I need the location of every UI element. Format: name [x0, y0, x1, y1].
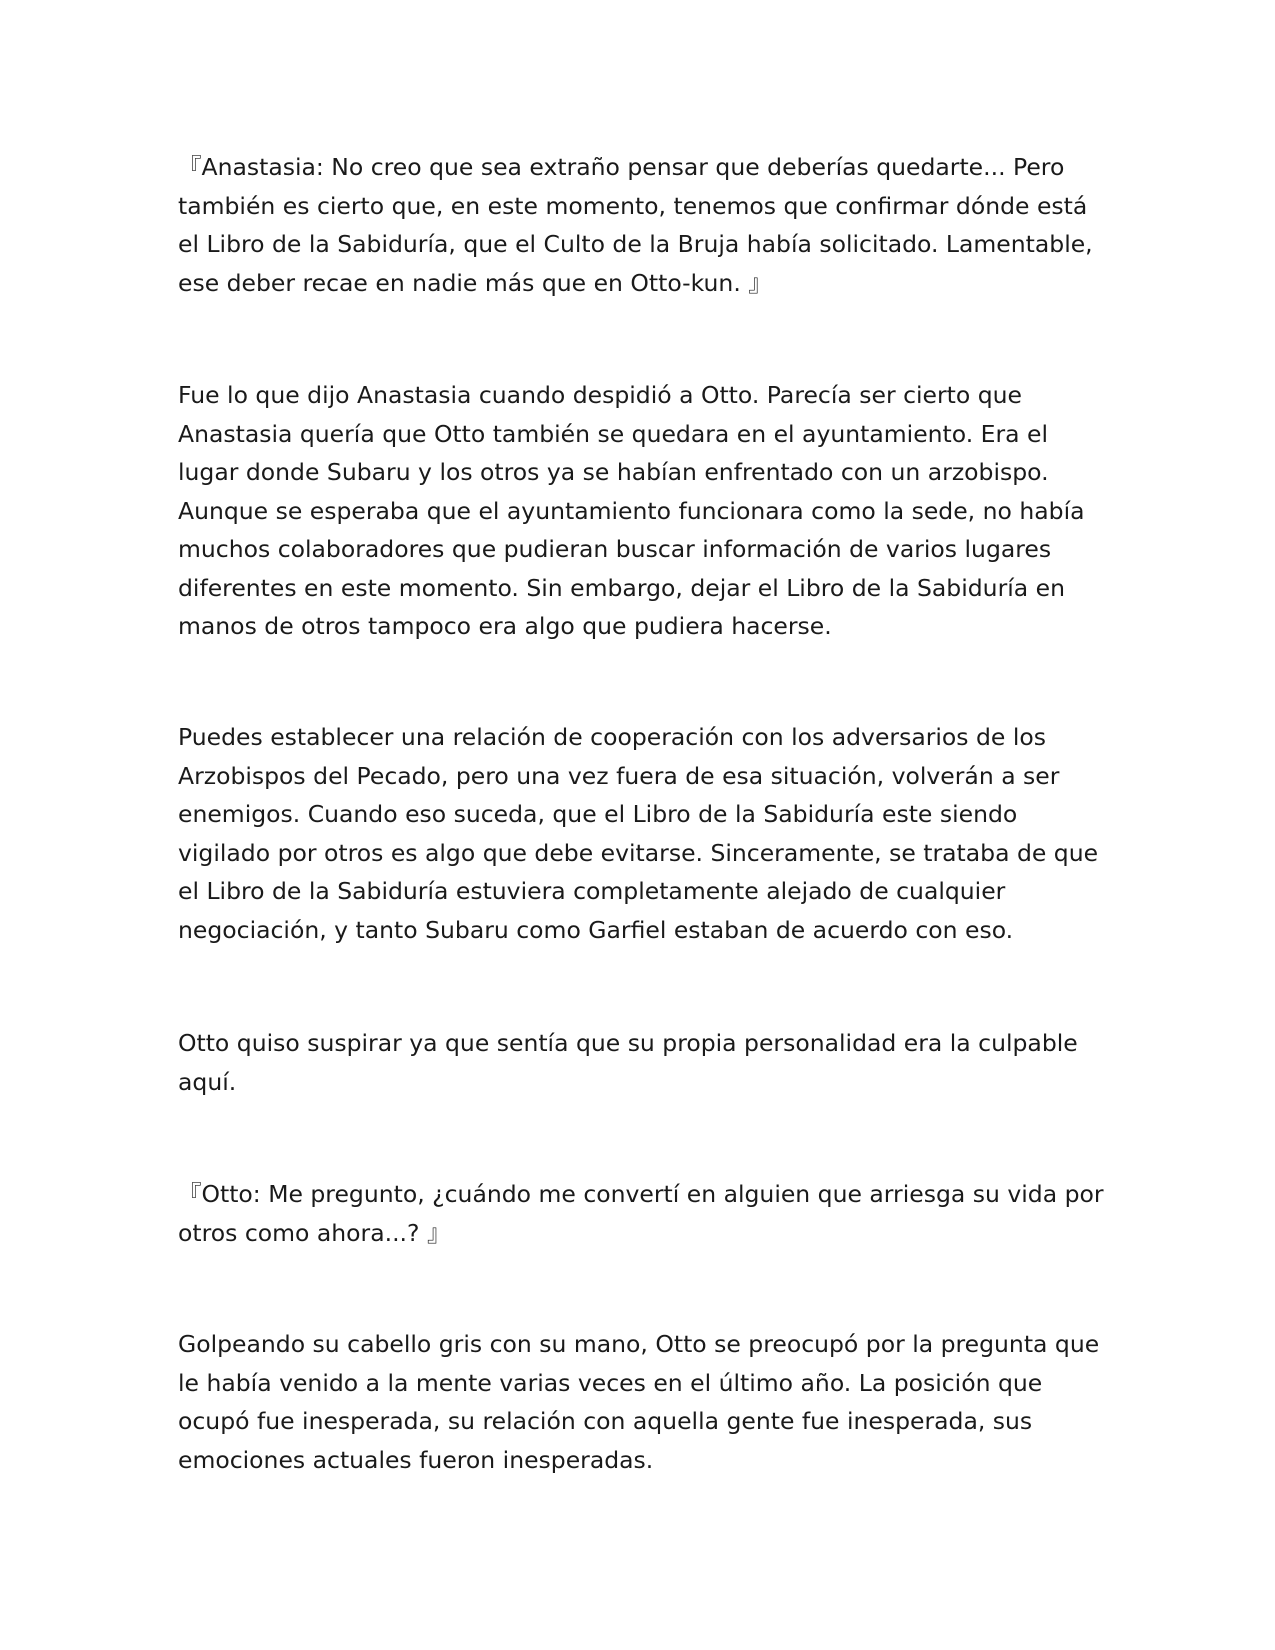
dialogue-paragraph-anastasia: 『Anastasia: No creo que sea extraño pensar que deberías quedarte... Pero también es cierto que, en este momento, tenemos que confirmar dónde está el Libro de la Sabiduría, que el Culto de la Bruja había solicitado. Lamentable, ese deber recae en nadie más que en Otto-kun. 』 [178, 153, 1093, 297]
narration-paragraph-1: Fue lo que dijo Anastasia cuando despidió a Otto. Parecía ser cierto que Anastasia quería que Otto también se quedara en el ayuntamiento. Era el lugar donde Subaru y los otros ya se habían enfrentado con un arzobispo. Aunque se esperaba que el ayuntamiento funcionara como la sede, no había muchos colaboradores que pudieran buscar información de varios lugares diferentes en este momento. Sin embargo, dejar el Libro de la Sabiduría en manos de otros tampoco era algo que pudiera hacerse. [178, 381, 1085, 640]
narration-paragraph-3: Otto quiso suspirar ya que sentía que su propia personalidad era la culpable aquí. [178, 1029, 1078, 1096]
narration-paragraph-4: Golpeando su cabello gris con su mano, Otto se preocupó por la pregunta que le había venido a la mente varias veces en el último año. La posición que ocupó fue inesperada, su relación con aquella gente fue inesperada, sus emociones actuales fueron inesperadas. [178, 1330, 1100, 1474]
dialogue-paragraph-otto: 『Otto: Me pregunto, ¿cuándo me convertí en alguien que arriesga su vida por otros como ahora...? 』 [178, 1180, 1104, 1247]
narration-paragraph-2: Puedes establecer una relación de cooperación con los adversarios de los Arzobispos del Pecado, pero una vez fuera de esa situación, volverán a ser enemigos. Cuando eso suceda, que el Libro de la Sabiduría este siendo vigilado por otros es algo que debe evitarse. Sinceramente, se trataba de que el Libro de la Sabiduría estuviera completamente alejado de cualquier negociación, y tanto Subaru como Garfiel estaban de acuerdo con eso. [178, 723, 1099, 944]
